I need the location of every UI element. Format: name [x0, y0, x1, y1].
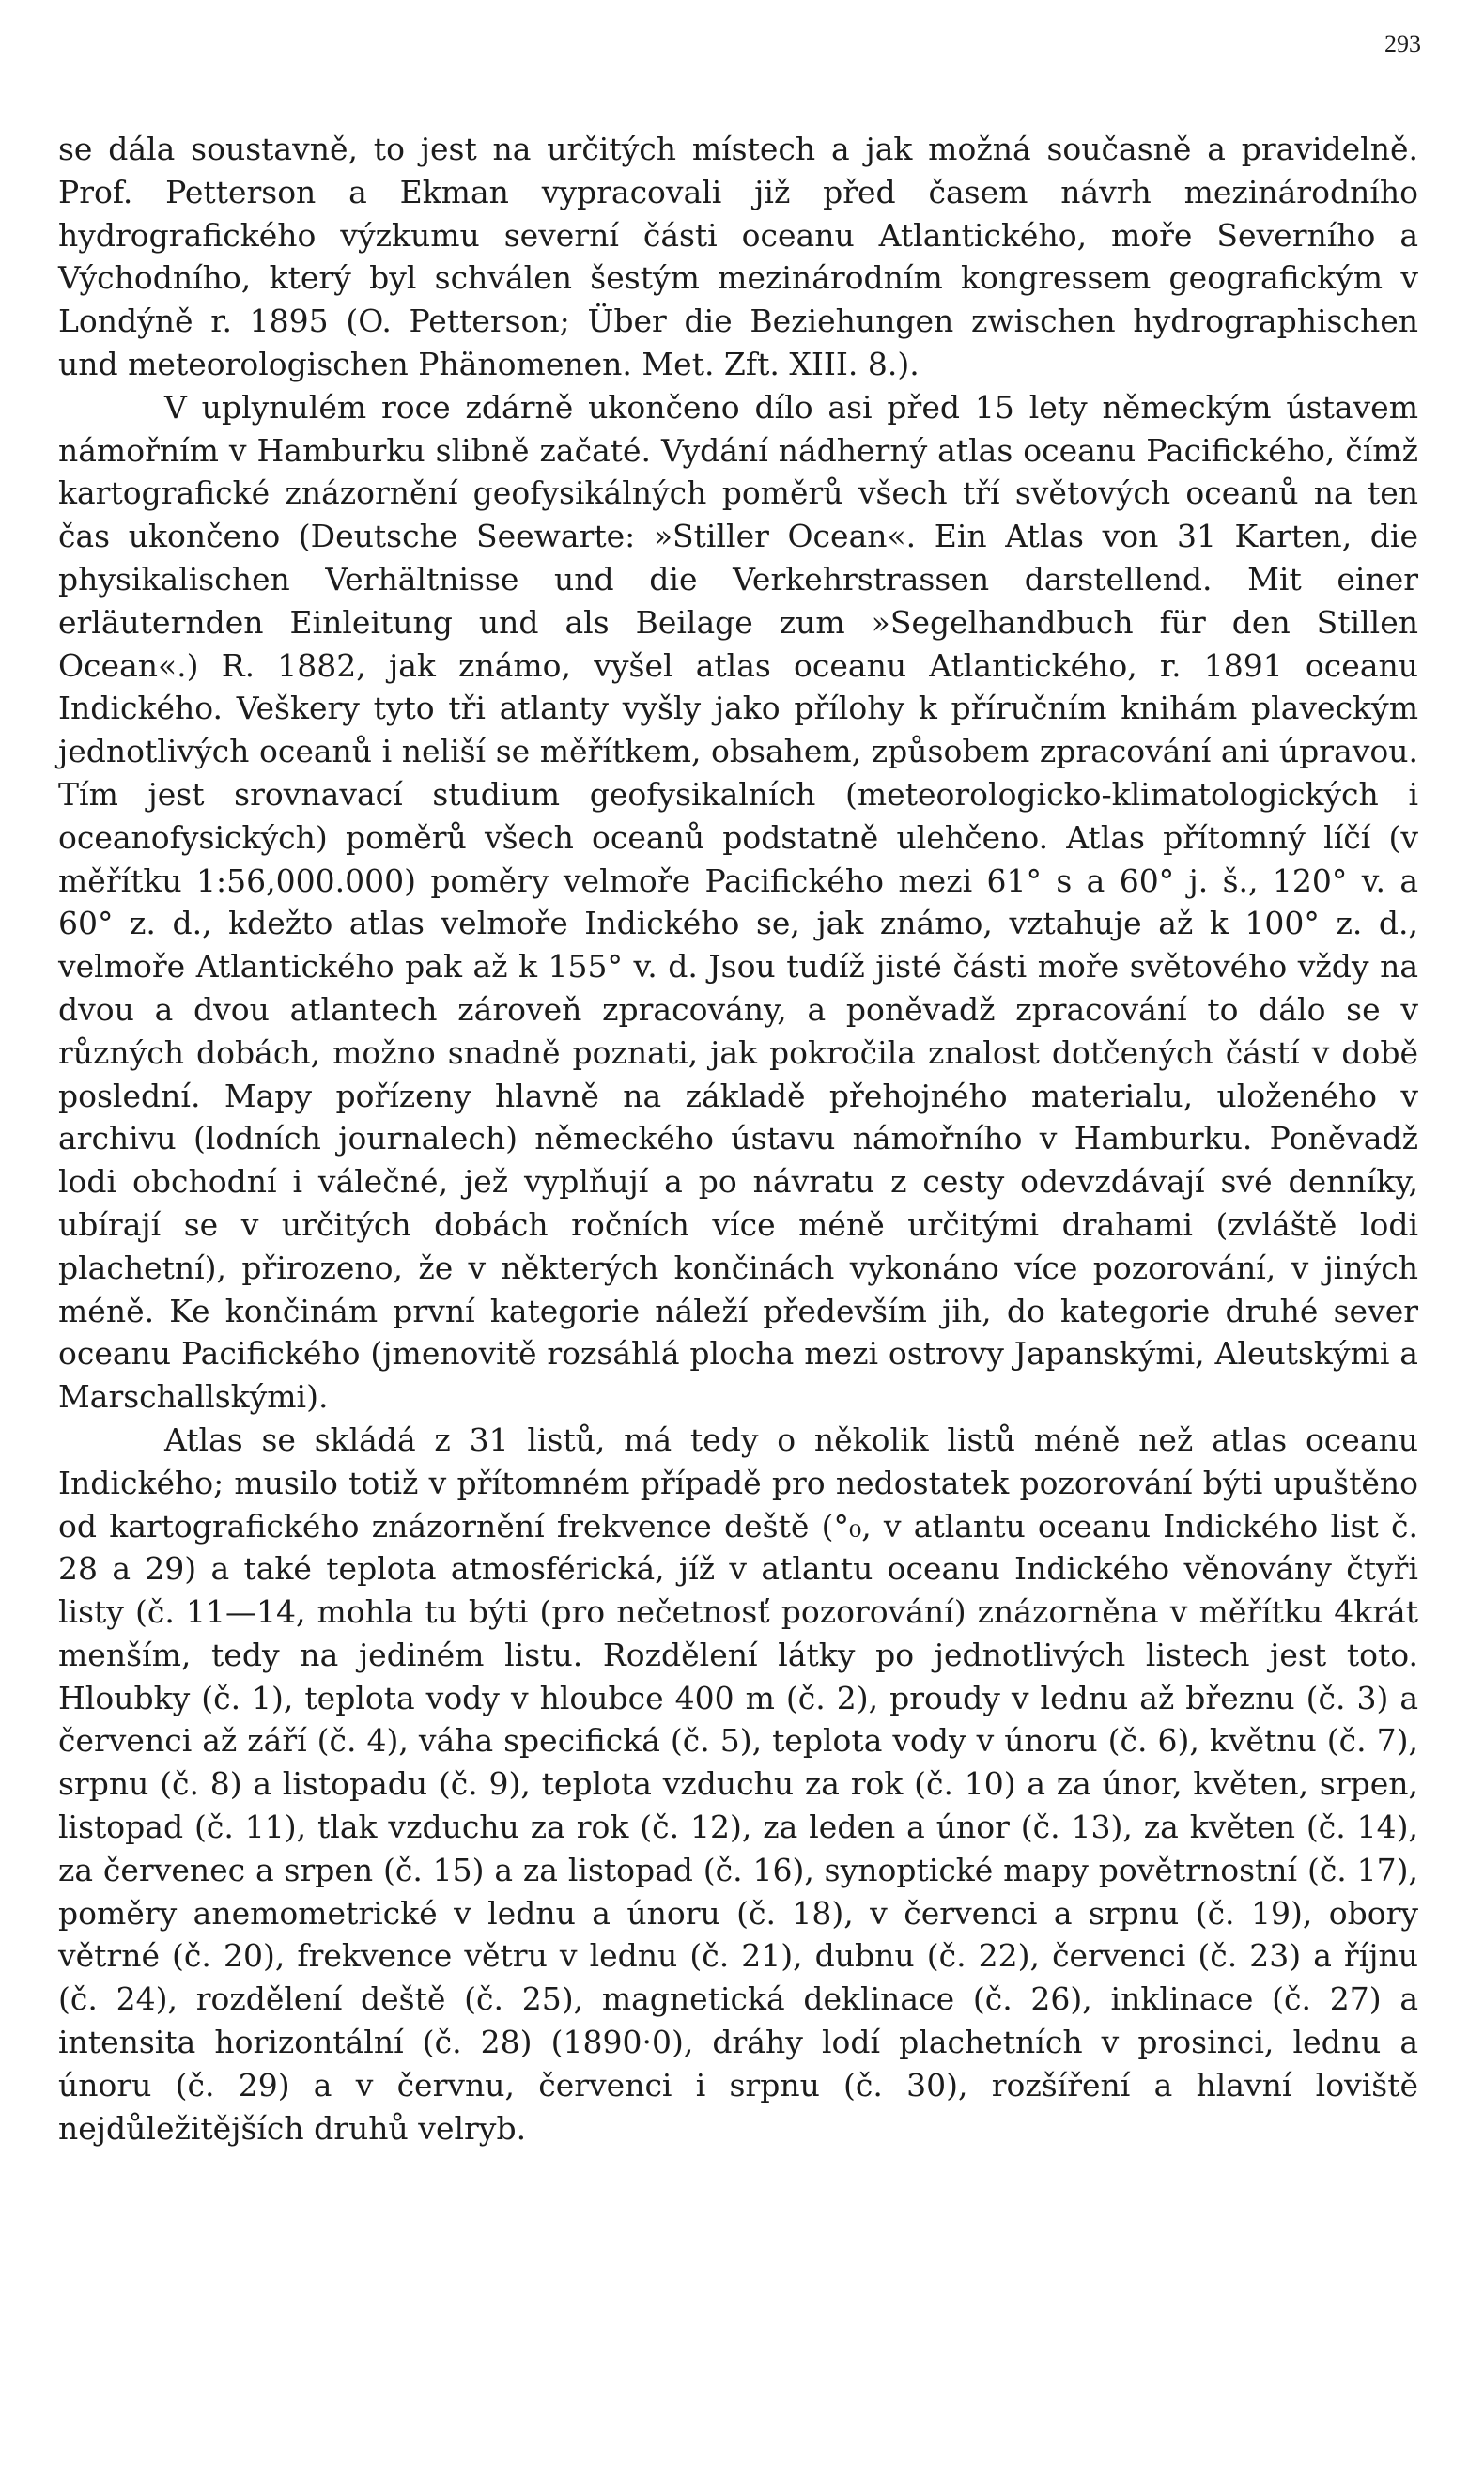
- body-text: [58, 128, 1418, 2150]
- paragraph-2: V uplynulém roce zdárně ukončeno dílo asi před 15 lety německým ústavem námořním v Hamburku slibně začaté. Vydání nádherný atlas oceanu Pacifického, čímž kartografické znázornění geofysikálných poměrů všech tří světových oceanů na ten čas ukončeno (Deutsche Seewarte: »Stiller Ocean«. Ein Atlas von 31 Karten, die physikalischen Verhältnisse und die Verkehrstrassen darstellend. Mit einer erläuternden Einleitung und als Beilage zum »Segelhandbuch für den Stillen Ocean«.) R. 1882, jak známo, vyšel atlas oceanu Atlantického, r. 1891 oceanu Indického. Veškery tyto tři atlanty vyšly jako přílohy k příručním knihám plaveckým jednotlivých oceanů i neliší se měřítkem, obsahem, způsobem zpracování ani úpravou. Tím jest srovnavací studium geofysikalních (meteorologicko-klimatologických i oceanofysických) poměrů všech oceanů podstatně ulehčeno. Atlas přítomný líčí (v měřítku 1:56,000.000) poměry velmoře Pacifického mezi 61° s a 60° j. š., 120° v. a 60° z. d., kdežto atlas velmoře Indického se, jak známo, vztahuje až k 100° z. d., velmoře Atlantického pak až k 155° v. d. Jsou tudíž jisté části moře světového vždy na dvou a dvou atlantech zároveň zpracovány, a poněvadž zpracování to dálo se v různých dobách, možno snadně poznati, jak pokročila znalost dotčených částí v době poslední. Mapy pořízeny hlavně na základě přehojného materialu, uloženého v archivu (lodních journalech) německého ústavu námořního v Hamburku. Poněvadž lodi obchodní i válečné, jež vyplňují a po návratu z cesty odevzdávají své denníky, ubírají se v určitých dobách ročních více méně určitými drahami (zvláště lodi plachetní), přirozeno, že v některých končinách vykonáno více pozorování, v jiných méně. Ke končinám první kategorie náleží především jih, do kategorie druhé sever oceanu Pacifického (jmenovitě rozsáhlá plocha mezi ostrovy Japanskými, Aleutskými a Marschallskými).: [58, 388, 1418, 1416]
- paragraph-1: se dála soustavně, to jest na určitých místech a jak možná současně a pravidelně. Prof. Petterson a Ekman vypracovali již před časem návrh mezinárodního hydrografického výzkumu severní části oceanu Atlantického, moře Severního a Východního, který byl schválen šestým mezinárodním kongressem geografickým v Londýně r. 1895 (O. Petterson; Über die Beziehungen zwischen hydrographischen und meteorologischen Phänomenen. Met. Zft. XIII. 8.).: [58, 131, 1418, 382]
- page-number: 293: [1384, 30, 1421, 57]
- paragraph-3: Atlas se skládá z 31 listů, má tedy o několik listů méně než atlas oceanu Indického; musilo totiž v přítomném případě pro nedostatek pozorování býti upuštěno od kartografického znázornění frekvence deště (°₀, v atlantu oceanu Indického list č. 28 a 29) a také teplota atmosférická, jíž v atlantu oceanu Indického věnovány čtyři listy (č. 11—14, mohla tu býti (pro nečetnosť pozorování) znázorněna v měřítku 4krát menším, tedy na jediném listu. Rozdělení látky po jednotlivých listech jest toto. Hloubky (č. 1), teplota vody v hloubce 400 m (č. 2), proudy v lednu až březnu (č. 3) a červenci až září (č. 4), váha specifická (č. 5), teplota vody v únoru (č. 6), květnu (č. 7), srpnu (č. 8) a listopadu (č. 9), teplota vzduchu za rok (č. 10) a za únor, květen, srpen, listopad (č. 11), tlak vzduchu za rok (č. 12), za leden a únor (č. 13), za květen (č. 14), za červenec a srpen (č. 15) a za listopad (č. 16), synoptické mapy povětrnostní (č. 17), poměry anemometrické v lednu a únoru (č. 18), v červenci a srpnu (č. 19), obory větrné (č. 20), frekvence větru v lednu (č. 21), dubnu (č. 22), červenci (č. 23) a říjnu (č. 24), rozdělení deště (č. 25), magnetická deklinace (č. 26), inklinace (č. 27) a intensita horizontální (č. 28) (1890·0), dráhy lodí plachetních v prosinci, lednu a únoru (č. 29) a v červnu, červenci i srpnu (č. 30), rozšíření a hlavní loviště nejdůležitějších druhů velryb.: [58, 1421, 1418, 2147]
